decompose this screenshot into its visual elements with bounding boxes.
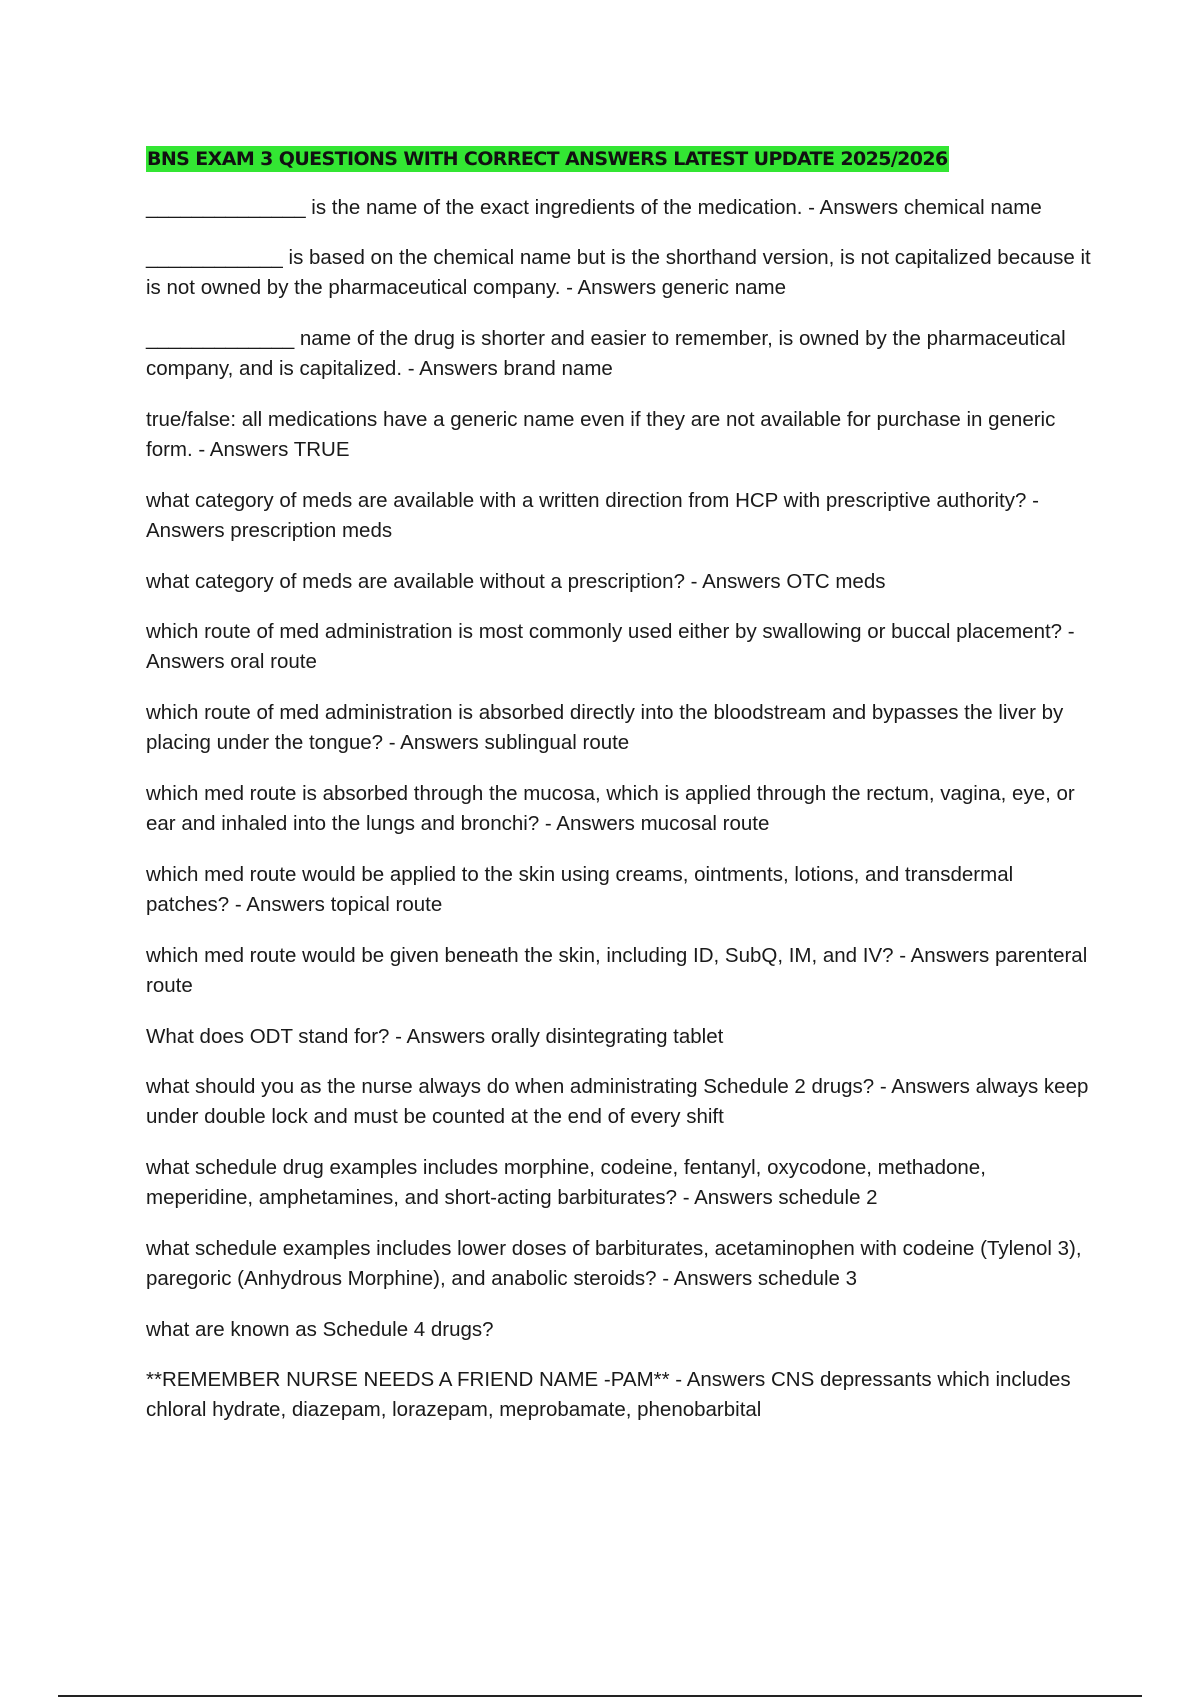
qa-item: ______________ is the name of the exact ingredients of the medication. - Answers chemical name <box>146 196 1042 219</box>
footer-divider <box>58 1695 1142 1697</box>
qa-item: what schedule drug examples includes morphine, codeine, fentanyl, oxycodone, methadone, meperidine, amphetamines, and short-acting barbiturates? - Answers schedule 2 <box>146 1156 986 1209</box>
qa-item: ____________ is based on the chemical name but is the shorthand version, is not capitalized because it is not owned by the pharmaceutical company. - Answers generic name <box>146 246 1091 299</box>
qa-item: _____________ name of the drug is shorter and easier to remember, is owned by the pharmaceutical company, and is capitalized. - Answers brand name <box>146 327 1066 380</box>
question-answer-list <box>146 193 1096 1446</box>
qa-item: which route of med administration is absorbed directly into the bloodstream and bypasses the liver by placing under the tongue? - Answers sublingual route <box>146 701 1064 754</box>
qa-item: true/false: all medications have a generic name even if they are not available for purchase in generic form. - Answers TRUE <box>146 408 1056 461</box>
qa-item: What does ODT stand for? - Answers orally disintegrating tablet <box>146 1025 724 1048</box>
qa-item: which med route is absorbed through the mucosa, which is applied through the rectum, vagina, eye, or ear and inhaled into the lungs and bronchi? - Answers mucosal route <box>146 782 1075 835</box>
qa-item: what should you as the nurse always do when administrating Schedule 2 drugs? - Answers always keep under double lock and must be counted at the end of every shift <box>146 1075 1089 1128</box>
title-block <box>146 146 949 172</box>
qa-item: what schedule examples includes lower doses of barbiturates, acetaminophen with codeine (Tylenol 3), paregoric (Anhydrous Morphine), and anabolic steroids? - Answers schedule 3 <box>146 1237 1082 1290</box>
qa-item: which med route would be applied to the skin using creams, ointments, lotions, and transdermal patches? - Answers topical route <box>146 863 1014 916</box>
qa-item: what are known as Schedule 4 drugs? <box>146 1318 494 1341</box>
qa-item: what category of meds are available without a prescription? - Answers OTC meds <box>146 570 886 593</box>
qa-item: which med route would be given beneath the skin, including ID, SubQ, IM, and IV? - Answers parenteral route <box>146 944 1088 997</box>
document-title: BNS EXAM 3 QUESTIONS WITH CORRECT ANSWERS LATEST UPDATE 2025/2026 <box>147 148 948 170</box>
qa-item: **REMEMBER NURSE NEEDS A FRIEND NAME -PAM** - Answers CNS depressants which includes chloral hydrate, diazepam, lorazepam, meprobamate, phenobarbital <box>146 1368 1071 1421</box>
qa-item: what category of meds are available with a written direction from HCP with prescriptive authority? - Answers prescription meds <box>146 489 1039 542</box>
qa-item: which route of med administration is most commonly used either by swallowing or buccal placement? - Answers oral route <box>146 620 1075 673</box>
